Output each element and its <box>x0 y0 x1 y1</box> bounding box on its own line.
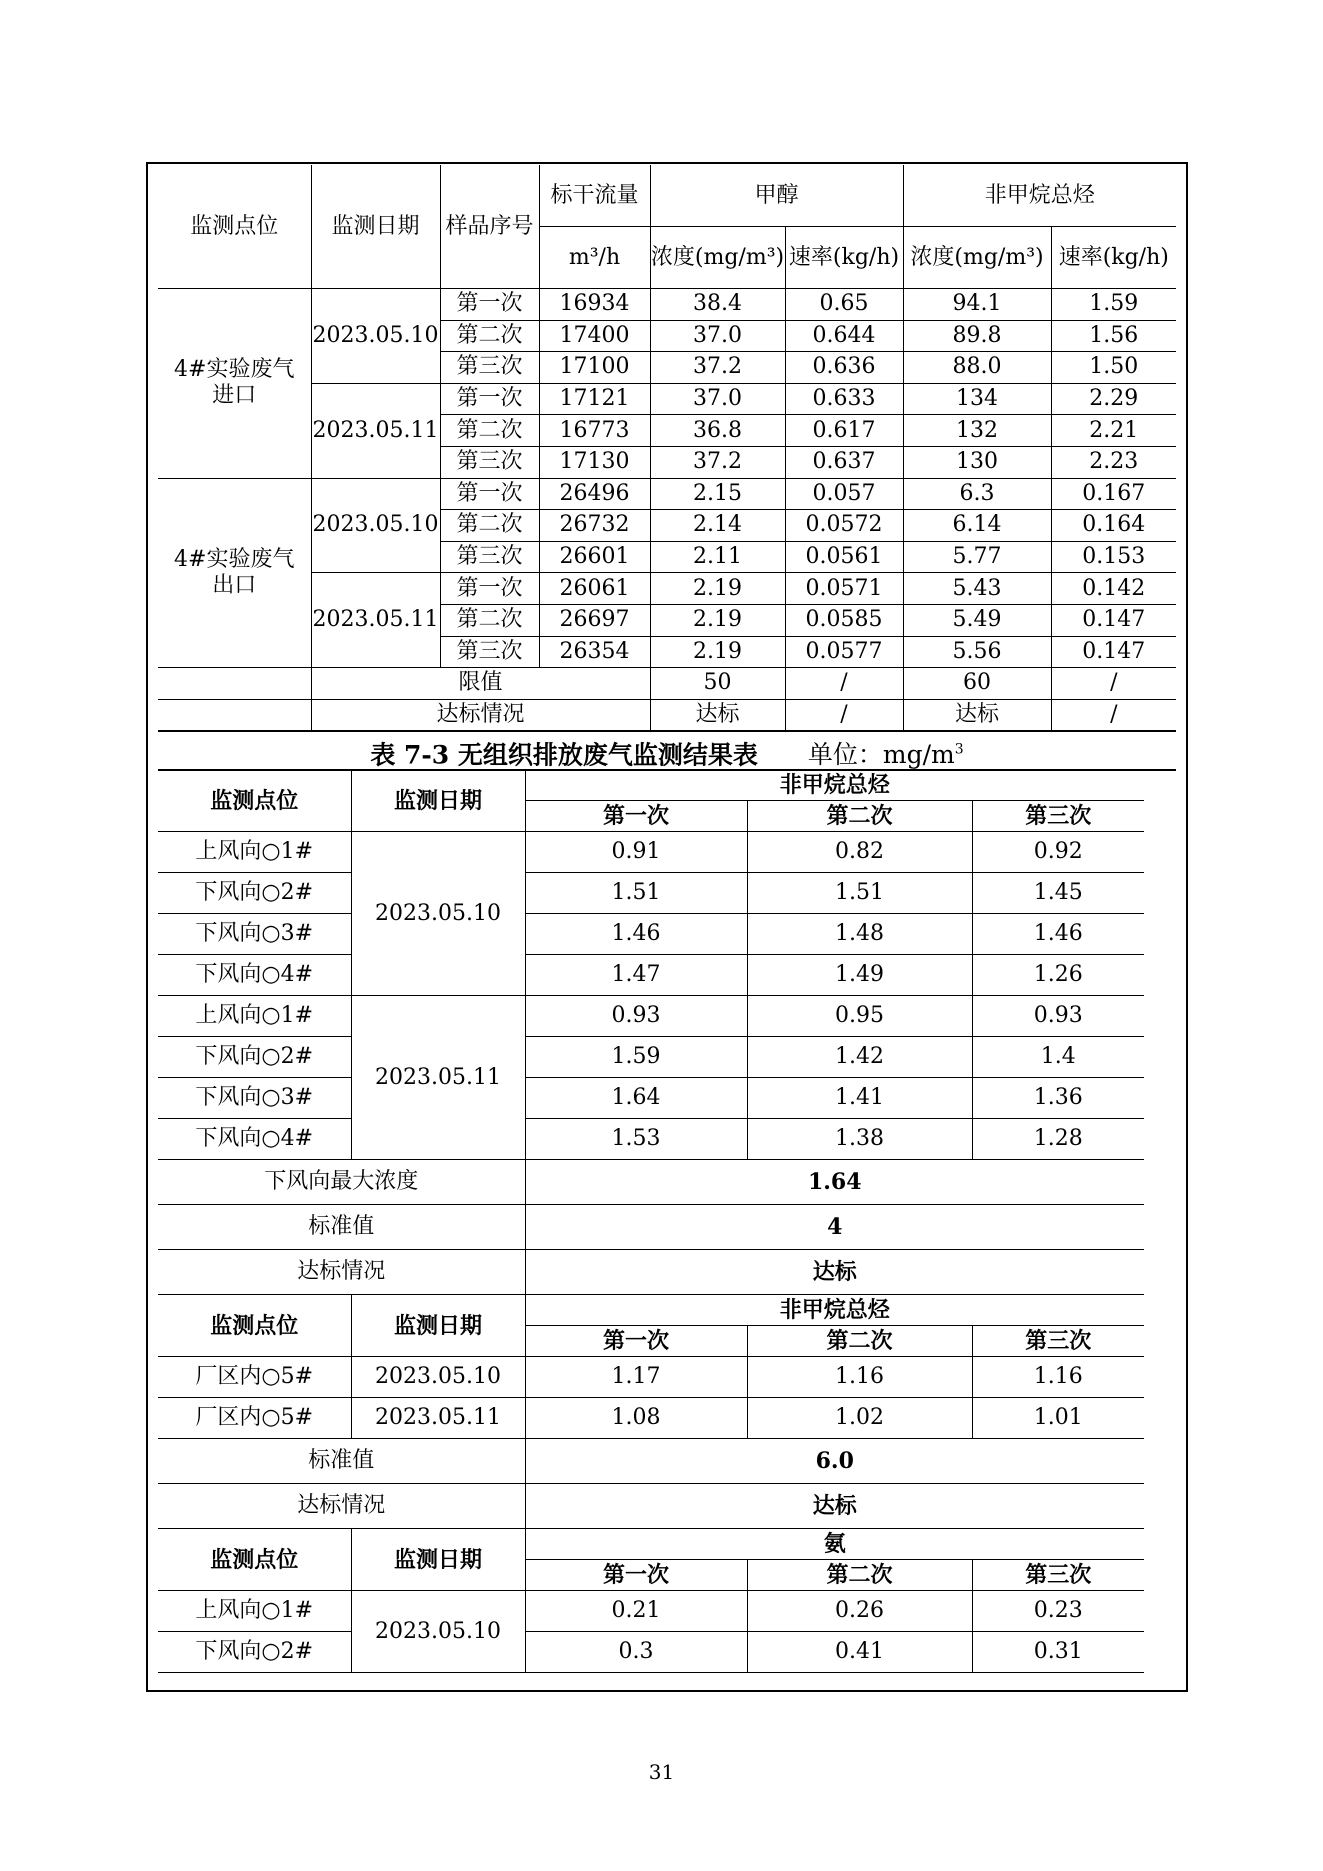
flow-cell: 17100 <box>539 352 650 384</box>
table-row <box>158 1119 1144 1160</box>
table-row <box>158 914 1144 955</box>
date-cell: 2023.05.10 <box>351 832 525 996</box>
header-point-factory: 监测点位 <box>158 1295 351 1357</box>
header-nmhc-conc: 浓度(mg/m³) <box>903 227 1051 289</box>
table-row <box>158 1160 1144 1205</box>
nmhc-conc-cell: 134 <box>903 383 1051 415</box>
nmhc-conc-cell: 89.8 <box>903 320 1051 352</box>
header-nmhc-rate: 速率(kg/h) <box>1051 227 1176 289</box>
table-row <box>158 1037 1144 1078</box>
value-cell: 1.16 <box>972 1357 1144 1398</box>
factory-compliance-label: 达标情况 <box>158 1484 525 1529</box>
value-cell: 1.4 <box>972 1037 1144 1078</box>
header-methanol-rate: 速率(kg/h) <box>785 227 903 289</box>
point-cell: 上风向○1# <box>158 996 351 1037</box>
header-col-2: 第二次 <box>747 1326 972 1357</box>
table-row <box>158 478 1176 510</box>
header-point-ammonia: 监测点位 <box>158 1529 351 1591</box>
table-row <box>158 1078 1144 1119</box>
header-col-1: 第一次 <box>525 1560 747 1591</box>
value-cell: 1.38 <box>747 1119 972 1160</box>
header-methanol-conc: 浓度(mg/m³) <box>650 227 785 289</box>
header-col-2: 第二次 <box>747 801 972 832</box>
header-col-3: 第三次 <box>972 1560 1144 1591</box>
sample-cell: 第一次 <box>440 478 539 510</box>
nmhc-conc-cell: 130 <box>903 446 1051 478</box>
sample-cell: 第二次 <box>440 415 539 447</box>
methanol-rate-cell: 0.637 <box>785 446 903 478</box>
table-row <box>158 1357 1144 1398</box>
date-cell: 2023.05.10 <box>311 289 440 384</box>
point-cell: 4#实验废气进口 <box>158 289 311 479</box>
value-cell: 1.53 <box>525 1119 747 1160</box>
methanol-rate-cell: 0.0585 <box>785 604 903 636</box>
caption-title: 表 7-3 无组织排放废气监测结果表 <box>370 740 758 770</box>
point-cell: 下风向○4# <box>158 1119 351 1160</box>
header-col-1: 第一次 <box>525 1326 747 1357</box>
limit-blank <box>158 668 311 700</box>
date-cell: 2023.05.10 <box>351 1591 525 1673</box>
methanol-conc-cell: 37.2 <box>650 446 785 478</box>
nmhc-conc-cell: 5.56 <box>903 636 1051 668</box>
table-row <box>158 996 1144 1037</box>
value-cell: 0.3 <box>525 1632 747 1673</box>
table-row <box>158 383 1176 415</box>
nmhc-conc-cell: 5.49 <box>903 604 1051 636</box>
nmhc-rate-cell: 2.29 <box>1051 383 1176 415</box>
table-row <box>158 289 1176 321</box>
value-cell: 1.47 <box>525 955 747 996</box>
value-cell: 0.41 <box>747 1632 972 1673</box>
methanol-rate-cell: 0.0577 <box>785 636 903 668</box>
methanol-rate-cell: 0.633 <box>785 383 903 415</box>
nmhc-rate-cell: 0.164 <box>1051 510 1176 542</box>
point-cell: 下风向○3# <box>158 1078 351 1119</box>
nmhc-conc-cell: 132 <box>903 415 1051 447</box>
header-date-ammonia: 监测日期 <box>351 1529 525 1591</box>
header-col-3: 第三次 <box>972 1326 1144 1357</box>
methanol-conc-cell: 2.19 <box>650 604 785 636</box>
value-cell: 1.51 <box>747 873 972 914</box>
caption-unit <box>808 740 964 769</box>
header-col-2: 第二次 <box>747 1560 972 1591</box>
nmhc-rate-cell: 0.153 <box>1051 541 1176 573</box>
table-row <box>158 1398 1144 1439</box>
date-cell: 2023.05.11 <box>351 996 525 1160</box>
limit-nmhc-conc: 60 <box>903 668 1051 700</box>
value-cell: 1.46 <box>972 914 1144 955</box>
organized-emission-table <box>158 165 1176 732</box>
methanol-conc-cell: 2.14 <box>650 510 785 542</box>
page-number: 31 <box>648 1760 675 1784</box>
nmhc-conc-cell: 6.14 <box>903 510 1051 542</box>
table-row <box>158 832 1144 873</box>
point-cell: 上风向○1# <box>158 832 351 873</box>
table-caption <box>158 731 1176 771</box>
sample-cell: 第二次 <box>440 320 539 352</box>
compliance-blank <box>158 699 311 731</box>
point-cell: 下风向○2# <box>158 1632 351 1673</box>
sample-cell: 第一次 <box>440 289 539 321</box>
sample-cell: 第三次 <box>440 541 539 573</box>
methanol-rate-cell: 0.0572 <box>785 510 903 542</box>
header-flow-unit: m³/h <box>539 227 650 289</box>
methanol-conc-cell: 2.11 <box>650 541 785 573</box>
flow-cell: 26732 <box>539 510 650 542</box>
standard-label: 标准值 <box>158 1205 525 1250</box>
value-cell: 1.36 <box>972 1078 1144 1119</box>
methanol-conc-cell: 37.2 <box>650 352 785 384</box>
methanol-rate-cell: 0.636 <box>785 352 903 384</box>
limit-methanol-conc: 50 <box>650 668 785 700</box>
sample-cell: 第三次 <box>440 446 539 478</box>
methanol-rate-cell: 0.0561 <box>785 541 903 573</box>
nmhc-conc-cell: 6.3 <box>903 478 1051 510</box>
table-row <box>158 955 1144 996</box>
value-cell: 0.95 <box>747 996 972 1037</box>
nmhc-rate-cell: 0.147 <box>1051 636 1176 668</box>
table-row <box>158 1250 1144 1295</box>
sample-cell: 第二次 <box>440 510 539 542</box>
value-cell: 1.59 <box>525 1037 747 1078</box>
value-cell: 0.26 <box>747 1591 972 1632</box>
nmhc-rate-cell: 0.147 <box>1051 604 1176 636</box>
value-cell: 1.08 <box>525 1398 747 1439</box>
table-row <box>158 1632 1144 1673</box>
date-cell: 2023.05.10 <box>311 478 440 573</box>
value-cell: 1.26 <box>972 955 1144 996</box>
methanol-conc-cell: 38.4 <box>650 289 785 321</box>
flow-cell: 17121 <box>539 383 650 415</box>
flow-cell: 16934 <box>539 289 650 321</box>
methanol-conc-cell: 2.15 <box>650 478 785 510</box>
value-cell: 0.23 <box>972 1591 1144 1632</box>
point-cell: 下风向○2# <box>158 873 351 914</box>
flow-cell: 26697 <box>539 604 650 636</box>
nmhc-conc-cell: 5.77 <box>903 541 1051 573</box>
factory-compliance-value: 达标 <box>525 1484 1144 1529</box>
value-cell: 0.93 <box>525 996 747 1037</box>
max-concentration-label: 下风向最大浓度 <box>158 1160 525 1205</box>
header-date-factory: 监测日期 <box>351 1295 525 1357</box>
methanol-conc-cell: 37.0 <box>650 320 785 352</box>
methanol-rate-cell: 0.617 <box>785 415 903 447</box>
methanol-conc-cell: 36.8 <box>650 415 785 447</box>
sample-cell: 第二次 <box>440 604 539 636</box>
fugitive-emission-table <box>158 769 1144 1673</box>
caption-unit-label: 单位：mg/m <box>807 740 955 770</box>
value-cell: 1.51 <box>525 873 747 914</box>
flow-cell: 26496 <box>539 478 650 510</box>
point-cell: 上风向○1# <box>158 1591 351 1632</box>
caption-unit-sup: 3 <box>954 742 964 758</box>
flow-cell: 26354 <box>539 636 650 668</box>
value-cell: 1.42 <box>747 1037 972 1078</box>
methanol-conc-cell: 2.19 <box>650 636 785 668</box>
value-cell: 1.49 <box>747 955 972 996</box>
value-cell: 0.21 <box>525 1591 747 1632</box>
table-row <box>158 1205 1144 1250</box>
nmhc-conc-cell: 88.0 <box>903 352 1051 384</box>
compliance-methanol-conc: 达标 <box>650 699 785 731</box>
compliance-value: 达标 <box>525 1250 1144 1295</box>
methanol-conc-cell: 37.0 <box>650 383 785 415</box>
standard-value: 4 <box>525 1205 1144 1250</box>
limit-nmhc-rate: / <box>1051 668 1176 700</box>
sample-cell: 第一次 <box>440 573 539 605</box>
header-date-nmhc: 监测日期 <box>351 770 525 832</box>
date-cell: 2023.05.11 <box>311 573 440 668</box>
factory-standard-label: 标准值 <box>158 1439 525 1484</box>
value-cell: 1.64 <box>525 1078 747 1119</box>
value-cell: 1.41 <box>747 1078 972 1119</box>
factory-standard-value: 6.0 <box>525 1439 1144 1484</box>
max-concentration-value: 1.64 <box>525 1160 1144 1205</box>
value-cell: 1.48 <box>747 914 972 955</box>
date-cell: 2023.05.10 <box>351 1357 525 1398</box>
nmhc-rate-cell: 2.21 <box>1051 415 1176 447</box>
value-cell: 1.02 <box>747 1398 972 1439</box>
value-cell: 1.45 <box>972 873 1144 914</box>
value-cell: 0.82 <box>747 832 972 873</box>
table-row <box>158 1439 1144 1484</box>
compliance-label: 达标情况 <box>311 699 650 731</box>
nmhc-rate-cell: 1.59 <box>1051 289 1176 321</box>
value-cell: 1.17 <box>525 1357 747 1398</box>
value-cell: 0.92 <box>972 832 1144 873</box>
limit-label: 限值 <box>311 668 650 700</box>
nmhc-rate-cell: 0.142 <box>1051 573 1176 605</box>
compliance-nmhc-conc: 达标 <box>903 699 1051 731</box>
header-point-nmhc: 监测点位 <box>158 770 351 832</box>
nmhc-rate-cell: 1.56 <box>1051 320 1176 352</box>
flow-cell: 26601 <box>539 541 650 573</box>
compliance-nmhc-rate: / <box>1051 699 1176 731</box>
compliance-label: 达标情况 <box>158 1250 525 1295</box>
sample-cell: 第三次 <box>440 636 539 668</box>
point-cell: 下风向○2# <box>158 1037 351 1078</box>
point-cell: 厂区内○5# <box>158 1357 351 1398</box>
sample-cell: 第一次 <box>440 383 539 415</box>
flow-cell: 26061 <box>539 573 650 605</box>
header-methanol: 甲醇 <box>650 165 903 227</box>
point-cell: 下风向○3# <box>158 914 351 955</box>
value-cell: 1.01 <box>972 1398 1144 1439</box>
value-cell: 1.28 <box>972 1119 1144 1160</box>
methanol-rate-cell: 0.644 <box>785 320 903 352</box>
methanol-rate-cell: 0.057 <box>785 478 903 510</box>
header-flow: 标干流量 <box>539 165 650 227</box>
header-sample: 样品序号 <box>440 165 539 289</box>
header-nmhc: 非甲烷总烃 <box>903 165 1176 227</box>
flow-cell: 16773 <box>539 415 650 447</box>
nmhc-rate-cell: 0.167 <box>1051 478 1176 510</box>
nmhc-conc-cell: 5.43 <box>903 573 1051 605</box>
header-pollutant-factory: 非甲烷总烃 <box>525 1295 1144 1326</box>
value-cell: 1.16 <box>747 1357 972 1398</box>
header-point: 监测点位 <box>158 165 311 289</box>
point-cell: 4#实验废气出口 <box>158 478 311 668</box>
table-row <box>158 573 1176 605</box>
methanol-conc-cell: 2.19 <box>650 573 785 605</box>
nmhc-rate-cell: 2.23 <box>1051 446 1176 478</box>
header-date: 监测日期 <box>311 165 440 289</box>
header-pollutant-nmhc: 非甲烷总烃 <box>525 770 1144 801</box>
value-cell: 0.31 <box>972 1632 1144 1673</box>
nmhc-conc-cell: 94.1 <box>903 289 1051 321</box>
table-row <box>158 1529 1144 1560</box>
limit-methanol-rate: / <box>785 668 903 700</box>
flow-cell: 17130 <box>539 446 650 478</box>
sample-cell: 第三次 <box>440 352 539 384</box>
flow-cell: 17400 <box>539 320 650 352</box>
value-cell: 0.91 <box>525 832 747 873</box>
table-row <box>158 873 1144 914</box>
value-cell: 0.93 <box>972 996 1144 1037</box>
table-row <box>158 770 1144 801</box>
header-col-3: 第三次 <box>972 801 1144 832</box>
table-row <box>158 1591 1144 1632</box>
header-pollutant-ammonia: 氨 <box>525 1529 1144 1560</box>
point-cell: 厂区内○5# <box>158 1398 351 1439</box>
date-cell: 2023.05.11 <box>311 383 440 478</box>
compliance-methanol-rate: / <box>785 699 903 731</box>
date-cell: 2023.05.11 <box>351 1398 525 1439</box>
table-row <box>158 1295 1144 1326</box>
methanol-rate-cell: 0.65 <box>785 289 903 321</box>
methanol-rate-cell: 0.0571 <box>785 573 903 605</box>
point-cell: 下风向○4# <box>158 955 351 996</box>
nmhc-rate-cell: 1.50 <box>1051 352 1176 384</box>
table-row <box>158 1484 1144 1529</box>
header-col-1: 第一次 <box>525 801 747 832</box>
value-cell: 1.46 <box>525 914 747 955</box>
